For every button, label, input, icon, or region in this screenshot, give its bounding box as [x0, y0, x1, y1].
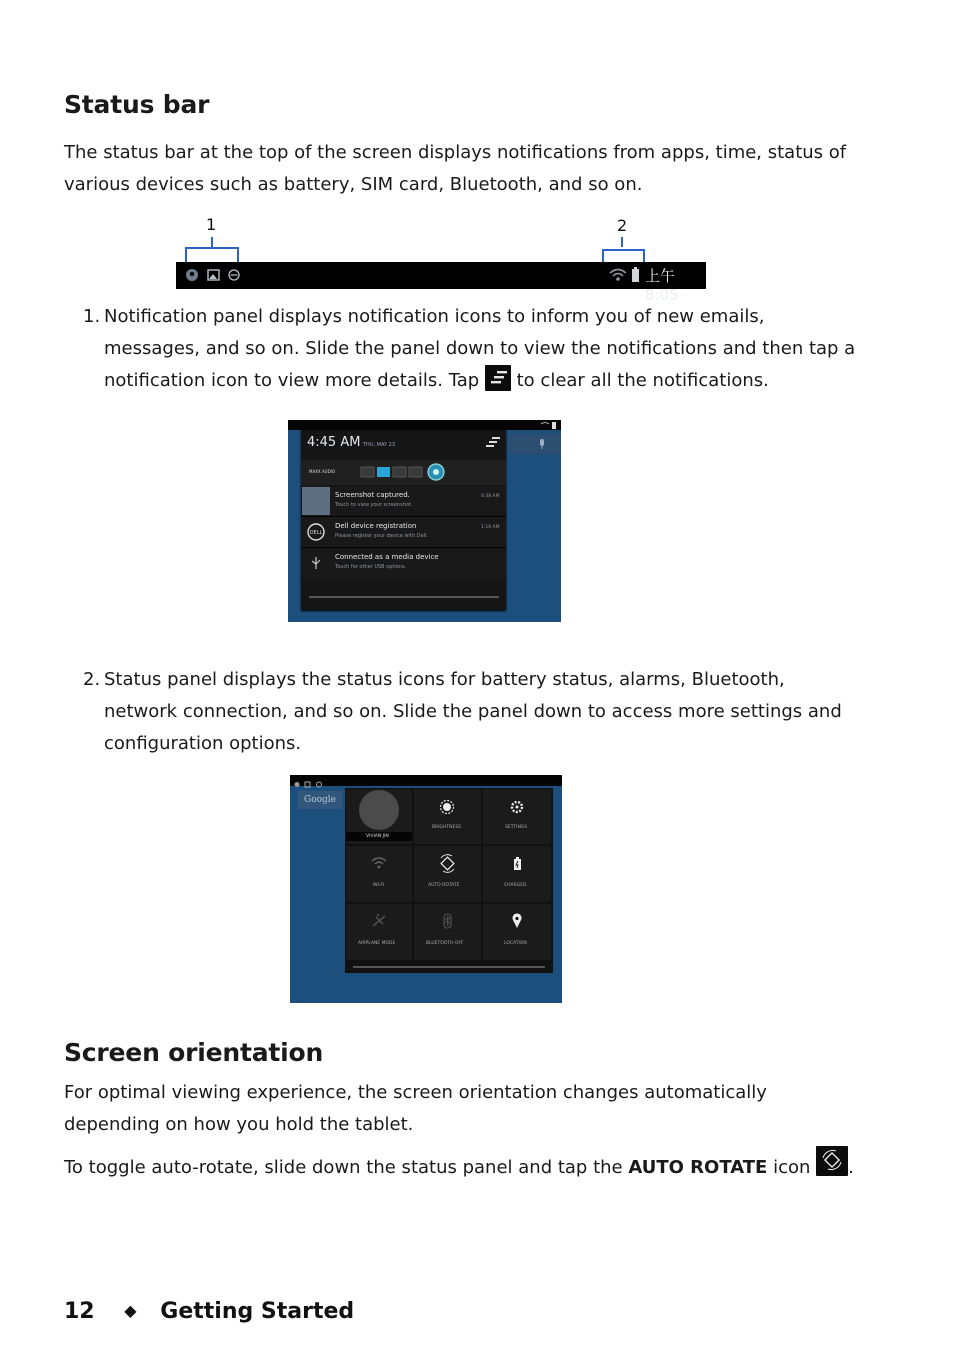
callout-2: 2: [617, 216, 628, 235]
dell-logo-icon: [301, 517, 331, 547]
panel-date: THU, MAY 23: [363, 442, 396, 448]
clear-all-icon: [485, 365, 511, 391]
airplane-icon: [346, 904, 412, 939]
notification-row[interactable]: [301, 517, 506, 548]
qs-tile-label: WI-FI: [373, 883, 385, 888]
qs-tile-settings[interactable]: [483, 789, 551, 844]
notification-time: 1:16 AM: [481, 525, 500, 530]
list-item-notification-panel: [80, 301, 860, 397]
qs-tile-label: BRIGHTNESS: [432, 825, 462, 830]
qs-tile-airplane[interactable]: [346, 904, 412, 960]
notification-row[interactable]: [301, 548, 506, 578]
bluetooth-icon: [414, 904, 481, 939]
section-name: Getting Started: [160, 1299, 355, 1324]
qs-tile-location[interactable]: [483, 904, 551, 960]
notification-title: Connected as a media device: [335, 553, 439, 561]
avatar: [359, 790, 399, 830]
status-bar-intro: The status bar at the top of the screen displays notifications from apps, time, status of various devices such as battery, SIM card, Bluetooth, and so on.: [64, 142, 847, 195]
callout-1: 1: [206, 215, 217, 234]
android-icon: [186, 269, 198, 281]
screenshot-status-strip: [288, 420, 561, 430]
panel-clear-all-icon[interactable]: [485, 435, 501, 449]
maxx-audio-label: MAXX AUDIO: [309, 469, 336, 474]
list-item-text-before: Notification panel displays notification icons to inform you of new emails, messages, and so on. Slide the panel down to view the notifications and then tap a notification icon to view more details. Tap: [104, 306, 856, 391]
notification-shade: [301, 430, 506, 610]
qs-tile-label: SETTINGS: [505, 825, 528, 830]
user-name: VIVIAN JIN: [366, 834, 389, 839]
callout-2-stem: [621, 237, 623, 247]
notification-panel-screenshot: [288, 420, 561, 622]
wifi-signal-icon: [610, 270, 626, 281]
svg-text:DELL: DELL: [309, 530, 323, 536]
orientation-text-end: .: [848, 1157, 854, 1178]
list-item-text: Status panel displays the status icons for battery status, alarms, Bluetooth, network connection, and so on. Slide the panel down to access more settings and configuration options.: [104, 669, 842, 754]
battery-icon: [632, 267, 639, 282]
qs-tile-auto-rotate[interactable]: [414, 846, 481, 902]
notification-title: Screenshot captured.: [335, 491, 410, 499]
google-search-bar[interactable]: [298, 791, 342, 809]
qs-tile-brightness[interactable]: [414, 789, 481, 844]
screenshot-status-strip: [290, 775, 562, 786]
list-item-text-after: to clear all the notifications.: [510, 370, 769, 391]
google-label: Google: [304, 795, 336, 805]
qs-tile-label: AIRPLANE MODE: [358, 941, 396, 946]
status-clock: 上午8:05: [645, 267, 679, 304]
qs-tile-label: BLUETOOTH OFF: [426, 941, 464, 946]
auto-rotate-icon: [816, 1146, 848, 1176]
qs-tile-user[interactable]: [346, 789, 412, 844]
list-number: 2.: [83, 669, 101, 690]
section-heading-status-bar: Status bar: [64, 90, 210, 119]
usb-icon: [301, 548, 331, 578]
panel-time: 4:45 AM: [307, 435, 361, 450]
auto-rotate-icon: [414, 846, 481, 881]
callout-1-stem: [211, 237, 213, 247]
location-pin-icon: [483, 904, 551, 939]
qs-tile-label: CHARGED: [504, 883, 527, 888]
wifi-icon: [346, 846, 412, 881]
orientation-para-1: For optimal viewing experience, the screen orientation changes automatically depending on how you hold the tablet.: [64, 1082, 767, 1135]
diamond-separator-icon: ◆: [124, 1301, 137, 1320]
orientation-para-2: [64, 1146, 864, 1184]
notification-subtitle: Touch to view your screenshot.: [335, 502, 413, 508]
brightness-icon: [414, 789, 481, 824]
qs-tile-wifi[interactable]: [346, 846, 412, 902]
dell-notification-icon: [229, 270, 239, 280]
qs-tile-label: LOCATION: [504, 941, 527, 946]
notification-subtitle: Please register your device with Dell.: [335, 533, 429, 539]
list-number: 1.: [83, 306, 101, 327]
section-heading-screen-orientation: Screen orientation: [64, 1038, 324, 1067]
quick-settings-screenshot: [290, 775, 562, 1003]
audio-controls-row: [301, 460, 506, 485]
page-footer: [64, 1299, 354, 1324]
notification-row[interactable]: [301, 486, 506, 517]
orientation-text-after: icon: [767, 1157, 811, 1178]
auto-rotate-label: AUTO ROTATE: [628, 1157, 768, 1178]
status-bar-image: [176, 262, 706, 304]
screenshot-thumb-icon: [302, 487, 330, 515]
qs-tile-label: AUTO ROTATE: [428, 883, 460, 888]
qs-tile-battery[interactable]: [483, 846, 551, 902]
search-box-bg: [508, 434, 561, 454]
battery-icon: [483, 846, 551, 881]
qs-handle[interactable]: [353, 966, 545, 968]
page-number: 12: [64, 1299, 95, 1324]
notification-title: Dell device registration: [335, 522, 417, 530]
notification-subtitle: Touch for other USB options.: [335, 564, 407, 570]
quick-settings-grid: [345, 788, 553, 973]
shade-handle[interactable]: [309, 596, 499, 598]
picture-icon: [208, 270, 219, 280]
qs-tile-bluetooth[interactable]: [414, 904, 481, 960]
notification-time: 4:38 AM: [481, 494, 500, 499]
settings-gear-icon: [483, 789, 551, 824]
list-item-status-panel: [80, 664, 860, 760]
orientation-text-before: To toggle auto-rotate, slide down the status panel and tap the: [64, 1157, 629, 1178]
